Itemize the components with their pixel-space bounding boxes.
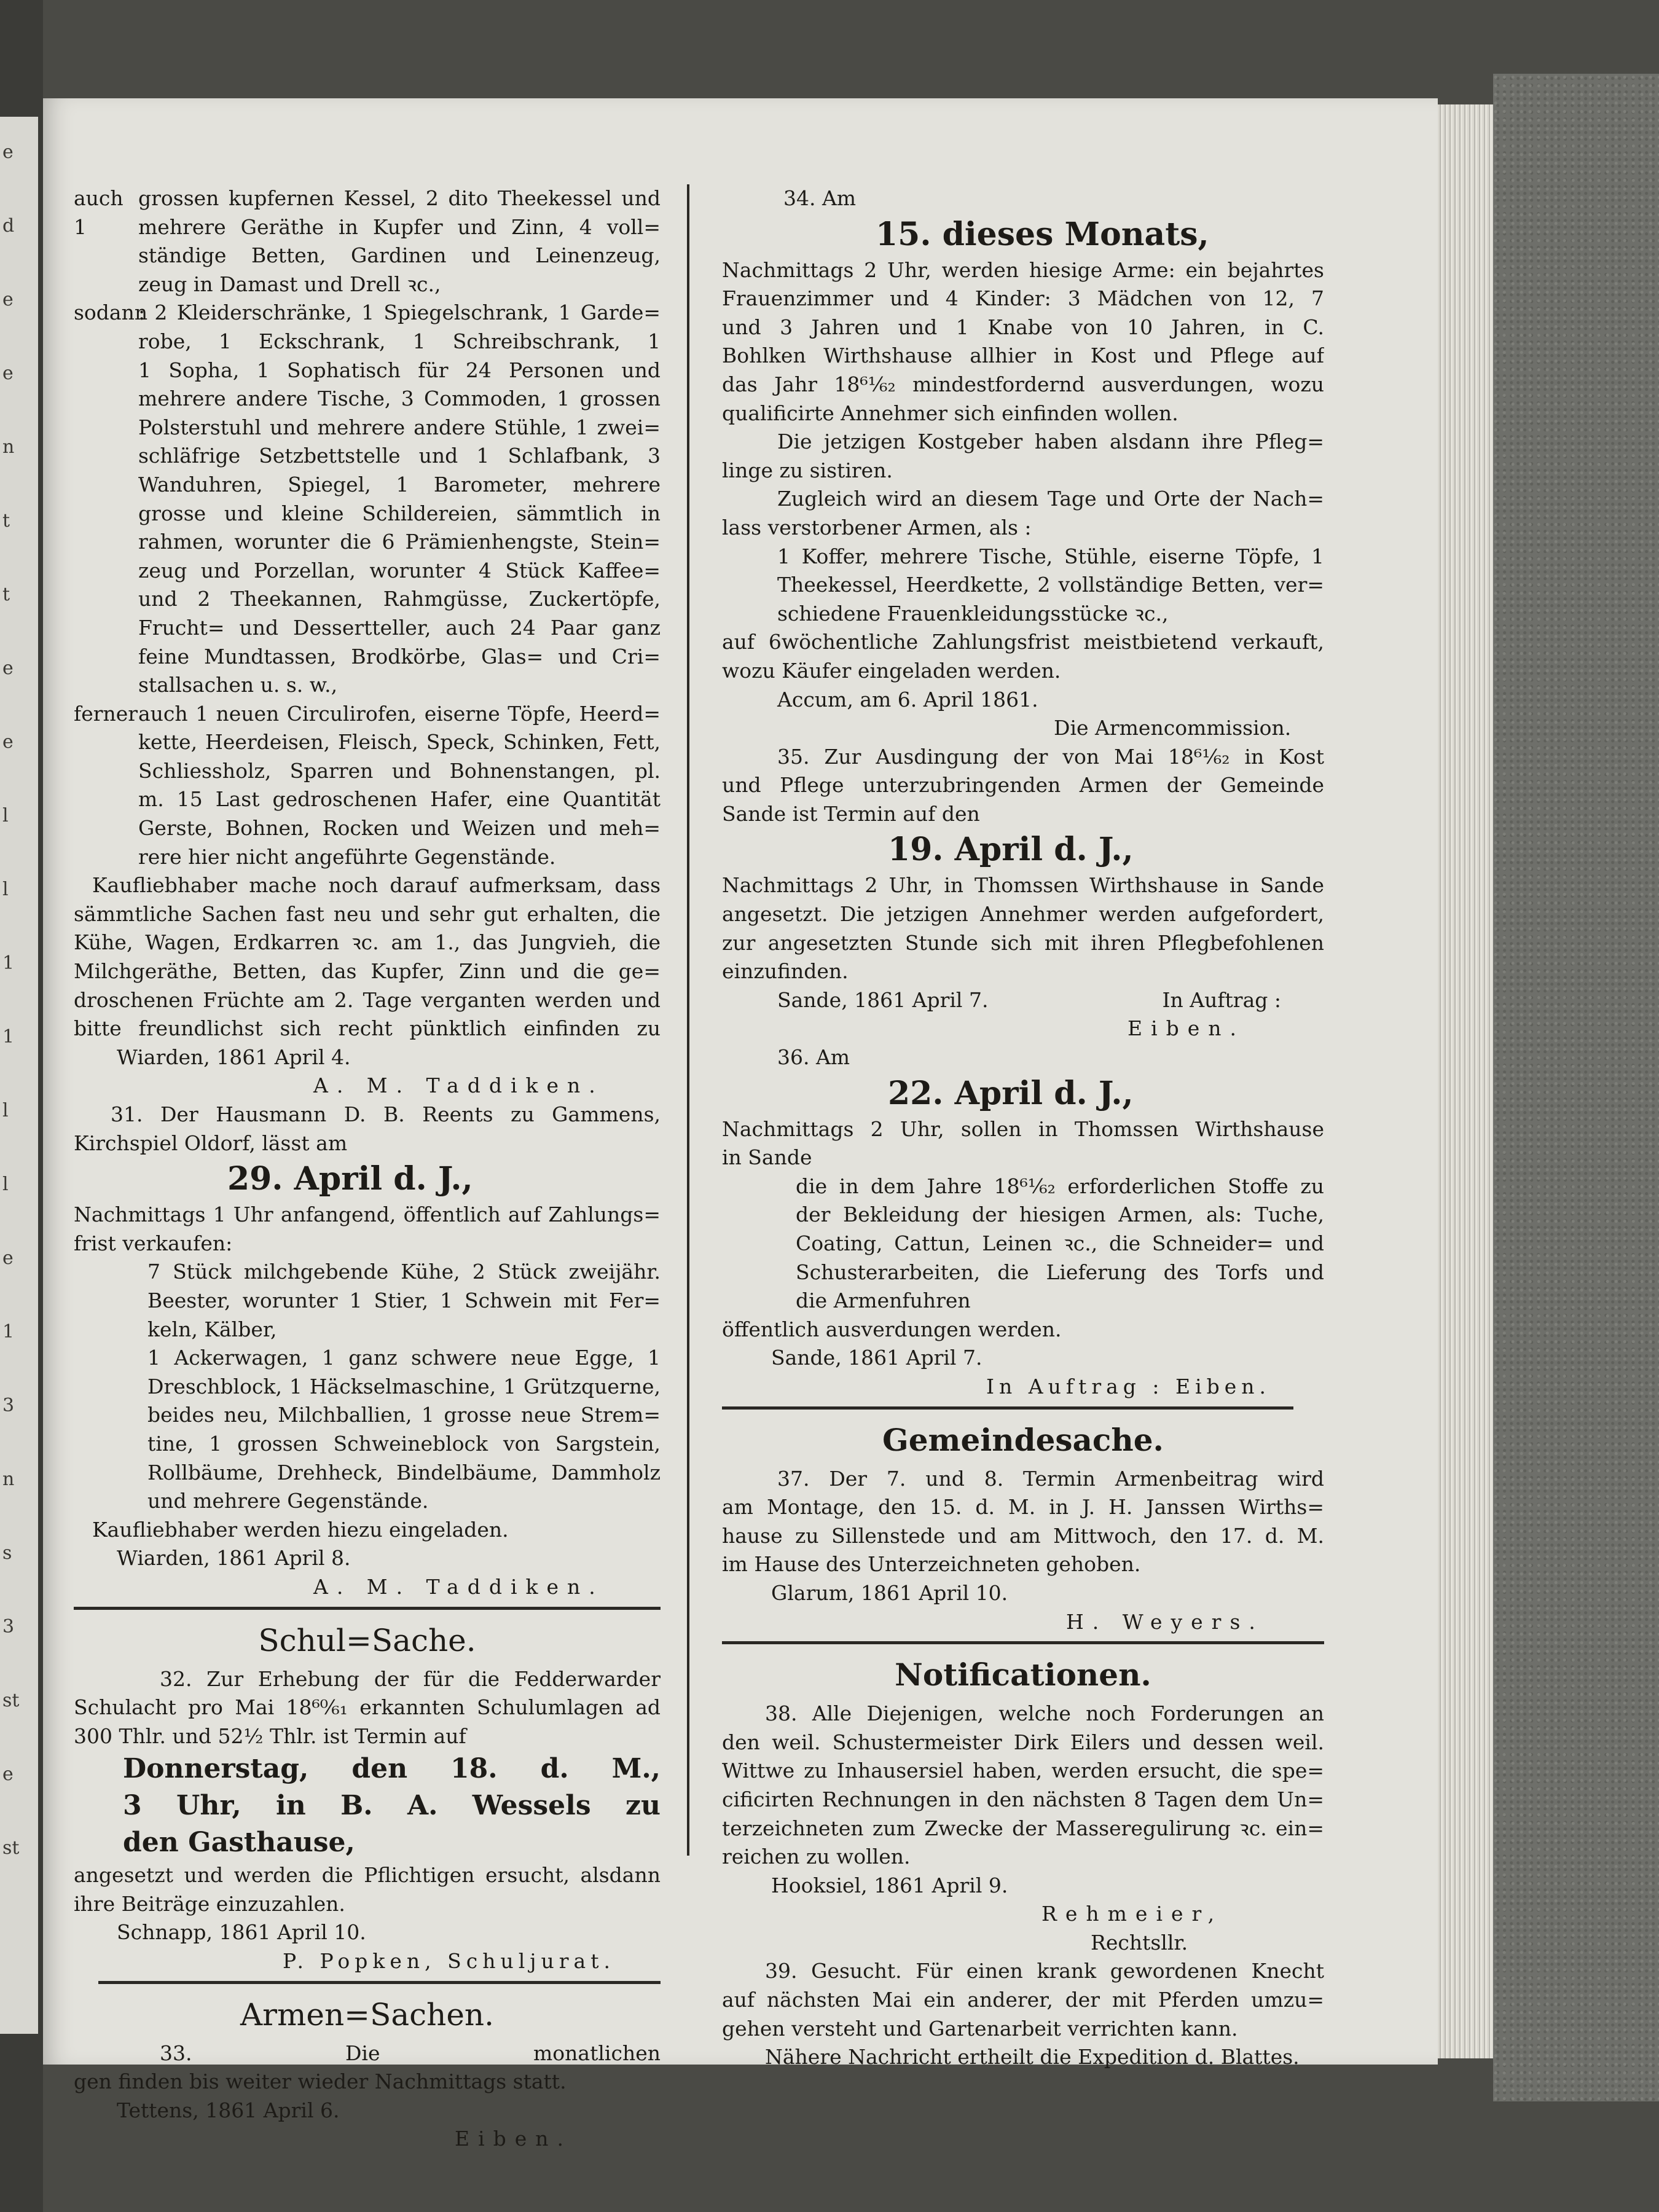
- right-column: [722, 184, 1324, 2072]
- place-date: Glarum, 1861 April 10.: [771, 1580, 1008, 1605]
- previous-page-fragment: 3: [2, 1395, 15, 1416]
- text-line: ständige Betten, Gardinen und Leinenzeug,: [138, 243, 661, 268]
- previous-page-fragment: d: [2, 215, 15, 237]
- text-line: zur angesetzten Stunde sich mit ihren Pflegbefohlenen: [722, 930, 1324, 955]
- list-item: die Armenfuhren: [796, 1288, 971, 1313]
- text-line: 37. Der 7. und 8. Termin Armenbeitrag wird: [777, 1466, 1324, 1491]
- text-line: Die jetzigen Kostgeber haben alsdann ihre Pfleg=: [777, 429, 1324, 454]
- text-line: Nachmittags 1 Uhr anfangend, öffentlich auf Zahlungs=: [74, 1202, 661, 1227]
- place-date: Accum, am 6. April 1861.: [777, 687, 1038, 712]
- text-line: gehen versteht und Gartenarbeit verrichten kann.: [722, 2016, 1238, 2041]
- text-line: linge zu sistiren.: [722, 458, 893, 482]
- signature: H. Weyers.: [1066, 1609, 1264, 1634]
- previous-page-edge: [0, 117, 38, 2034]
- text-line: grossen kupfernen Kessel, 2 dito Theekessel und: [138, 186, 661, 210]
- text-line: den weil. Schustermeister Dirk Eilers und dessen weil.: [722, 1730, 1324, 1754]
- text-line: 33. Die monatlichen: [160, 2041, 661, 2065]
- list-item: tine, 1 grossen Schweineblock von Sargstein,: [147, 1431, 661, 1456]
- text-line: gen finden bis weiter wieder Nachmittags statt.: [74, 2069, 567, 2094]
- text-line: Wittwe zu Inhausersiel haben, werden ersucht, die spe=: [722, 1759, 1324, 1783]
- list-item: die in dem Jahre 18⁶¹⁄₆₂ erforderlichen Stoffe zu: [796, 1174, 1324, 1198]
- text-line: Kühe, Wagen, Erdkarren ꝛc. am 1., das Jungvieh, die: [74, 930, 661, 955]
- list-item: 1 Ackerwagen, 1 ganz schwere neue Egge, 1: [147, 1346, 661, 1370]
- list-item: keln, Kälber,: [147, 1317, 277, 1341]
- text-line: auch 1 neuen Circulirofen, eiserne Töpfe, Heerd=: [138, 701, 661, 726]
- text-line: angesetzt und werden die Pflichtigen ersucht, alsdann: [74, 1863, 661, 1888]
- text-line: 39. Gesucht. Für einen krank gewordenen Knecht: [765, 1959, 1324, 1983]
- list-item: Beester, worunter 1 Stier, 1 Schwein mit Fer=: [147, 1288, 661, 1312]
- list-item: schiedene Frauenkleidungsstücke ꝛc.,: [777, 601, 1169, 626]
- auction-list-furniture: [74, 299, 661, 699]
- event-date: den Gasthause,: [123, 1827, 355, 1859]
- page-stack-edge: [1438, 104, 1493, 2058]
- event-date: Donnerstag, den 18. d. M.,: [123, 1753, 661, 1785]
- text-line: zeug und Porzellan, worunter 4 Stück Kaffee=: [138, 558, 661, 582]
- previous-page-fragment: 3: [2, 1616, 15, 1637]
- text-line: reichen zu wollen.: [722, 1845, 911, 1869]
- previous-page-fragment: e: [2, 657, 14, 679]
- text-line: 35. Zur Ausdingung der von Mai 18⁶¹⁄₆₂ in Kost: [777, 744, 1324, 769]
- list-item: Rollbäume, Drehheck, Bindelbäume, Dammholz: [147, 1460, 661, 1484]
- text-line: das Jahr 18⁶¹⁄₆₂ mindestfordernd ausverdungen, wozu: [722, 372, 1324, 396]
- previous-page-fragment: e: [2, 1247, 14, 1269]
- previous-page-fragment: e: [2, 1763, 14, 1785]
- text-line: stallsachen u. s. w.,: [138, 673, 338, 697]
- text-line: und Pflege unterzubringenden Armen der Gemeinde: [722, 773, 1324, 798]
- text-line: 300 Thlr. und 52½ Thlr. ist Termin auf: [74, 1724, 466, 1748]
- text-line: cificirten Rechnungen in den nächsten 8 Tagen dem Un=: [722, 1787, 1324, 1811]
- list-item: 7 Stück milchgebende Kühe, 2 Stück zweijähr.: [147, 1260, 661, 1284]
- text-line: Nachmittags 2 Uhr, sollen in Thomssen Wirthshause: [722, 1116, 1324, 1141]
- event-date: 15. dieses Monats,: [876, 215, 1209, 253]
- text-line: und 3 Jahren und 1 Knabe von 10 Jahren, in C.: [722, 315, 1324, 339]
- signature: Rehmeier,: [1041, 1902, 1223, 1926]
- event-date: 3 Uhr, in B. A. Wessels zu: [123, 1790, 661, 1822]
- section-heading-schul: Schul=Sache.: [258, 1622, 476, 1658]
- text-line: auf 6wöchentliche Zahlungsfrist meistbietend verkauft,: [722, 630, 1324, 654]
- text-line: 31. Der Hausmann D. B. Reents zu Gammens,: [111, 1102, 661, 1126]
- signature: A. M. Taddiken.: [313, 1574, 604, 1599]
- previous-page-fragment: l: [2, 1174, 9, 1195]
- text-line: hause zu Sillenstede und am Mittwoch, den 17. d. M.: [722, 1523, 1324, 1548]
- text-line: Nachmittags 2 Uhr, werden hiesige Arme: ein bejahrtes: [722, 257, 1324, 282]
- text-line: robe, 1 Eckschrank, 1 Schreibschrank, 1: [138, 329, 661, 353]
- text-line: bitte freundlichst sich recht pünktlich einfinden zu: [74, 1016, 661, 1041]
- text-line: Polsterstuhl und mehrere andere Stühle, 1 zwei=: [138, 415, 661, 439]
- signature: P. Popken, Schuljurat.: [283, 1949, 615, 1974]
- text-line: kette, Heerdeisen, Fleisch, Speck, Schinken, Fett,: [138, 730, 661, 755]
- previous-page-fragment: e: [2, 141, 14, 163]
- text-line: ihre Beiträge einzuzahlen.: [74, 1891, 345, 1916]
- text-line: wozu Käufer eingeladen werden.: [722, 658, 1061, 683]
- text-line: feine Mundtassen, Brodkörbe, Glas= und Cri=: [138, 644, 661, 669]
- list-item: 1 Koffer, mehrere Tische, Stühle, eiserne Töpfe, 1: [777, 544, 1324, 568]
- label-sodann: sodann: [74, 300, 148, 325]
- previous-page-fragment: t: [2, 584, 10, 605]
- previous-page-fragment: l: [2, 805, 9, 826]
- place-date: Sande, 1861 April 7.: [777, 987, 989, 1012]
- text-line: frist verkaufen:: [74, 1231, 233, 1255]
- item-number: 34. Am: [783, 186, 857, 210]
- previous-page-fragment: st: [2, 1690, 20, 1711]
- section-heading-notif: Notificationen.: [895, 1657, 1151, 1693]
- event-date: 22. April d. J.,: [888, 1074, 1134, 1112]
- text-line: auf nächsten Mai ein anderer, der mit Pferden umzu=: [722, 1988, 1324, 2012]
- text-line: Bohlken Wirthshause allhier in Kost und Pflege auf: [722, 343, 1324, 368]
- text-line: droschenen Früchte am 2. Tage verganten werden und: [74, 987, 661, 1012]
- text-line: Wanduhren, Spiegel, 1 Barometer, mehrere: [138, 472, 661, 496]
- section-divider: [722, 1406, 1293, 1410]
- place-date: Wiarden, 1861 April 4.: [117, 1045, 351, 1069]
- place-date: Sande, 1861 April 7.: [771, 1346, 982, 1370]
- list-item: beides neu, Milchballien, 1 grosse neue Strem=: [147, 1403, 661, 1427]
- list-item: Schusterarbeiten, die Lieferung des Torfs und: [796, 1260, 1324, 1284]
- text-line: Schliessholz, Sparren und Bohnenstangen, pl.: [138, 758, 661, 783]
- list-item: Dreschblock, 1 Häckselmaschine, 1 Grützquerne,: [147, 1374, 661, 1398]
- text-line: im Hause des Unterzeichneten gehoben.: [722, 1552, 1141, 1577]
- previous-page-fragment: e: [2, 731, 14, 753]
- text-line: Gerste, Bohnen, Rocken und Weizen und meh=: [138, 816, 661, 841]
- item-number: 36. Am: [777, 1045, 850, 1070]
- text-line: Kaufliebhaber werden hiezu eingeladen.: [92, 1517, 509, 1542]
- text-line: terzeichneten zum Zwecke der Masseregulirung ꝛc. ein=: [722, 1816, 1324, 1840]
- section-divider: [74, 1607, 661, 1610]
- text-line: 38. Alle Diejenigen, welche noch Forderungen an: [765, 1701, 1324, 1726]
- previous-page-fragment: l: [2, 879, 9, 900]
- previous-page-fragment: t: [2, 510, 10, 531]
- left-column: [74, 184, 661, 2154]
- previous-page-fragment: 1: [2, 1321, 15, 1343]
- signature: A. M. Taddiken.: [313, 1073, 604, 1098]
- text-line: Zugleich wird an diesem Tage und Orte der Nach=: [777, 487, 1324, 511]
- label-auch1: auch 1: [74, 186, 124, 239]
- text-line: am Montage, den 15. d. M. in J. H. Janssen Wirths=: [722, 1495, 1324, 1520]
- book-binding: [1493, 74, 1659, 2101]
- event-date: 19. April d. J.,: [888, 831, 1134, 869]
- text-line: zeug in Damast und Drell ꝛc.,: [138, 272, 441, 296]
- text-line: Milchgeräthe, Betten, das Kupfer, Zinn und die ge=: [74, 959, 661, 984]
- text-line: 32. Zur Erhebung der für die Fedderwarder: [160, 1666, 661, 1691]
- place-date-row: [722, 986, 1324, 1015]
- place-date: Wiarden, 1861 April 8.: [117, 1546, 351, 1571]
- previous-page-fragment: 1: [2, 952, 15, 974]
- text-line: sämmtliche Sachen fast neu und sehr gut erhalten, die: [74, 901, 661, 926]
- previous-page-fragment: s: [2, 1542, 12, 1564]
- place-date: Hooksiel, 1861 April 9.: [771, 1873, 1008, 1897]
- place-date: Tettens, 1861 April 6.: [117, 2098, 340, 2122]
- text-line: grosse und kleine Schildereien, sämmtlich in: [138, 501, 661, 525]
- list-item: Theekessel, Heerdkette, 2 vollständige Betten, ver=: [777, 573, 1324, 597]
- text-line: : 2 Kleiderschränke, 1 Spiegelschrank, 1 Garde=: [138, 300, 661, 325]
- section-heading-gemeinde: Gemeindesache.: [882, 1421, 1164, 1458]
- text-line: einzufinden.: [722, 959, 849, 984]
- text-line: Nachmittags 2 Uhr, in Thomssen Wirthshause in Sande: [722, 873, 1324, 898]
- text-line: qualificirte Annehmer sich einfinden wollen.: [722, 401, 1179, 425]
- text-line: m. 15 Last gedroschenen Hafer, eine Quantität: [138, 787, 661, 812]
- text-line: mehrere Geräthe in Kupfer und Zinn, 4 voll=: [138, 214, 661, 239]
- previous-page-fragment: n: [2, 1469, 15, 1490]
- text-line: und 2 Theekannen, Rahmgüsse, Zuckertöpfe,: [138, 587, 661, 611]
- text-line: rere hier nicht angeführte Gegenstände.: [138, 844, 556, 869]
- text-line: mehrere andere Tische, 3 Commoden, 1 grossen: [138, 386, 661, 411]
- text-line: schläfrige Setzbettstelle und 1 Schlafbank, 3: [138, 444, 661, 468]
- text-line: Frauenzimmer und 4 Kinder: 3 Mädchen von 12, 7: [722, 286, 1324, 311]
- signature: Eiben.: [455, 2127, 573, 2151]
- text-line: Kaufliebhaber mache noch darauf aufmerksam, dass: [92, 873, 661, 898]
- list-item: Coating, Cattun, Leinen ꝛc., die Schneider= und: [796, 1231, 1324, 1255]
- signature-title: Rechtsllr.: [1091, 1930, 1188, 1955]
- text-line: Nähere Nachricht ertheilt die Expedition d. Blattes.: [765, 2045, 1300, 2069]
- signature: Eiben.: [1128, 1016, 1245, 1041]
- text-line: 1 Sopha, 1 Sophatisch für 24 Personen und: [138, 358, 661, 382]
- text-line: Sande ist Termin auf den: [722, 801, 980, 826]
- previous-page-fragment: st: [2, 1837, 20, 1859]
- list-item: der Bekleidung der hiesigen Armen, als: Tuche,: [796, 1202, 1324, 1227]
- previous-page-fragment: n: [2, 436, 15, 458]
- text-line: rahmen, worunter die 6 Prämienhengste, Stein=: [138, 530, 661, 554]
- signature: Die Armencommission.: [1054, 716, 1292, 740]
- text-line: Kirchspiel Oldorf, lässt am: [74, 1131, 348, 1155]
- signature: In Auftrag : Eiben.: [986, 1374, 1271, 1398]
- auction-list-misc: [74, 700, 661, 872]
- event-date: 29. April d. J.,: [227, 1160, 473, 1198]
- text-line: in Sande: [722, 1145, 812, 1170]
- text-line: öffentlich ausverdungen werden.: [722, 1317, 1062, 1341]
- place-date: Schnapp, 1861 April 10.: [117, 1920, 366, 1945]
- section-divider: [722, 1641, 1324, 1644]
- text-line: angesetzt. Die jetzigen Annehmer werden aufgefordert,: [722, 902, 1324, 927]
- list-item: und mehrere Gegenstände.: [147, 1489, 429, 1513]
- label-ferner: ferner: [74, 701, 138, 726]
- previous-page-fragment: e: [2, 289, 14, 310]
- section-divider: [98, 1981, 661, 1984]
- text-line: Frucht= und Dessertteller, auch 24 Paar ganz: [138, 615, 661, 640]
- text-line: lass verstorbener Armen, als :: [722, 515, 1032, 539]
- previous-page-fragment: e: [2, 363, 14, 384]
- section-heading-armen: Armen=Sachen.: [240, 1996, 495, 2033]
- signature-prefix: In Auftrag :: [1162, 987, 1281, 1012]
- auction-list-household: [74, 184, 661, 299]
- previous-page-fragment: l: [2, 1100, 9, 1121]
- text-line: Schulacht pro Mai 18⁶⁰⁄₆₁ erkannten Schulumlagen ad: [74, 1695, 661, 1720]
- column-divider: [687, 184, 689, 1856]
- previous-page-fragment: 1: [2, 1026, 15, 1048]
